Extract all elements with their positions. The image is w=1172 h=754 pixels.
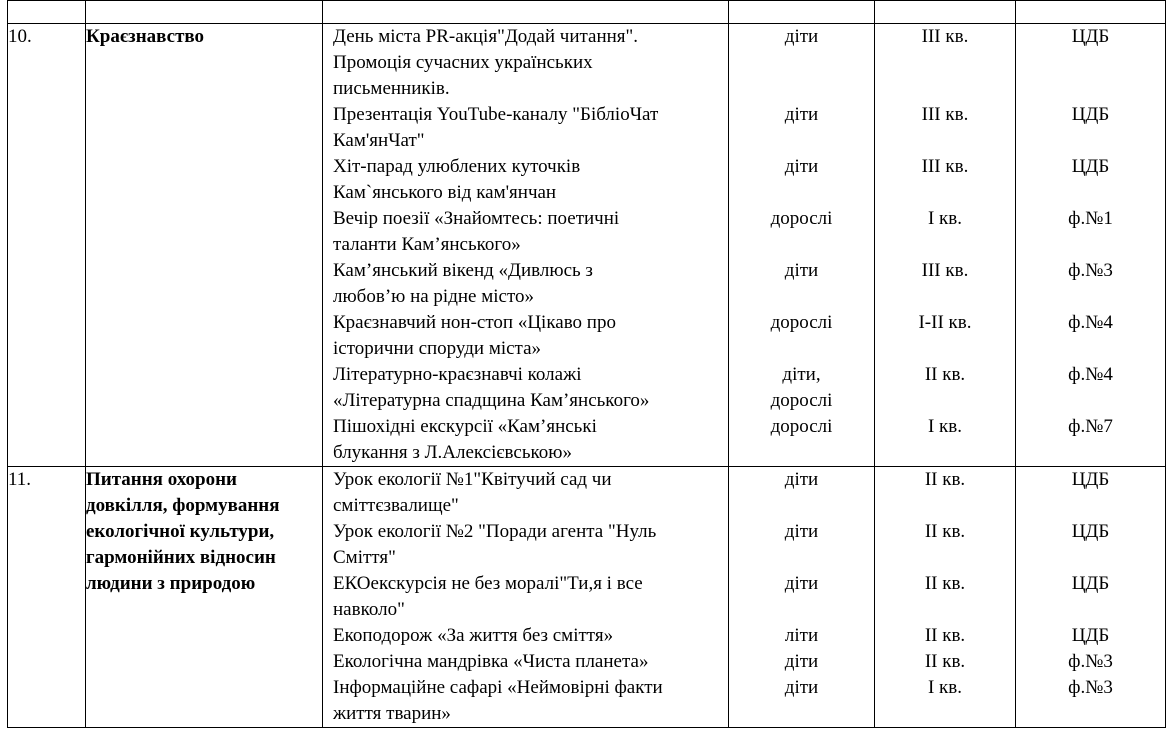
place-item — [1016, 623, 1165, 649]
term-item-line: ІІ кв. — [924, 651, 966, 672]
place-item — [1016, 102, 1165, 154]
place-item — [1016, 649, 1165, 675]
audience-list — [729, 467, 874, 727]
audience-item-line: діти, — [782, 364, 821, 385]
place-item — [1016, 675, 1165, 727]
term-item-line: І кв. — [927, 208, 963, 229]
event-item — [323, 414, 728, 466]
audience-item — [729, 414, 874, 466]
term-list — [875, 467, 1015, 727]
term-item — [875, 623, 1015, 649]
place-item-line: ЦДБ — [1071, 26, 1110, 47]
audience-item — [729, 467, 874, 519]
place-list — [1016, 467, 1165, 727]
place-item — [1016, 24, 1165, 102]
term-item-line: ІІ кв. — [924, 469, 966, 490]
place-item-line: ЦДБ — [1071, 521, 1110, 542]
event-line: ЕКОекскурсія не без моралі"Ти,я і все — [333, 573, 643, 594]
audience-item-line: діти — [784, 651, 819, 672]
event-item — [323, 258, 728, 310]
audience-item — [729, 571, 874, 623]
place-item-line: ЦДБ — [1071, 104, 1110, 125]
place-item — [1016, 206, 1165, 258]
audience-item-line: діти — [784, 104, 819, 125]
place-item-line: ф.№4 — [1068, 312, 1113, 333]
cell-theme: Питання охорони довкілля, формування екологічної культури, гармонійних відносин людини з природою — [86, 467, 323, 728]
event-list — [323, 467, 728, 727]
place-item-line: ЦДБ — [1071, 156, 1110, 177]
event-line: навколо" — [333, 599, 405, 620]
term-item — [875, 571, 1015, 623]
event-line: Екологічна мандрівка «Чиста планета» — [333, 651, 649, 672]
event-line: Урок екології №2 "Поради агента "Нуль — [333, 521, 657, 542]
event-line: Пішохідні екскурсії «Кам’янські — [333, 416, 597, 437]
term-item — [875, 675, 1015, 727]
term-item-line: І-ІІ кв. — [918, 312, 972, 333]
event-line: Сміття" — [333, 547, 396, 568]
audience-item-line: діти — [784, 156, 819, 177]
place-item — [1016, 519, 1165, 571]
term-item — [875, 519, 1015, 571]
audience-item — [729, 519, 874, 571]
cell-place — [1016, 24, 1166, 467]
event-item — [323, 519, 728, 571]
cell-audience — [729, 24, 875, 467]
term-item-line: ІІІ кв. — [921, 260, 969, 281]
event-line: Презентація YouTube-каналу "БібліоЧат — [333, 104, 659, 125]
audience-item-line: дорослі — [770, 390, 833, 411]
term-item-line: ІІ кв. — [924, 521, 966, 542]
place-list — [1016, 24, 1165, 466]
cell-term — [875, 467, 1016, 728]
event-item — [323, 623, 728, 649]
table-body — [8, 1, 1166, 728]
event-item — [323, 24, 728, 102]
audience-item — [729, 206, 874, 258]
event-line: блукання з Л.Алексієвською» — [333, 442, 572, 463]
term-item-line: ІІІ кв. — [921, 104, 969, 125]
place-item — [1016, 362, 1165, 414]
audience-item-line: дорослі — [770, 312, 833, 333]
audience-item-line: діти — [784, 573, 819, 594]
event-line: Екоподорож «За життя без сміття» — [333, 625, 614, 646]
place-item — [1016, 154, 1165, 206]
term-item — [875, 24, 1015, 102]
event-item — [323, 467, 728, 519]
audience-item-line: діти — [784, 469, 819, 490]
audience-list — [729, 24, 874, 466]
event-line: сміттєзвалище" — [333, 495, 459, 516]
audience-item-line: діти — [784, 26, 819, 47]
cell-event — [323, 467, 729, 728]
plan-table — [7, 0, 1166, 728]
event-line: Урок екології №1"Квітучий сад чи — [333, 469, 612, 490]
term-item — [875, 649, 1015, 675]
event-item — [323, 154, 728, 206]
term-item — [875, 310, 1015, 362]
term-item — [875, 362, 1015, 414]
audience-item — [729, 24, 874, 102]
event-line: любов’ю на рідне місто» — [333, 286, 535, 307]
place-item — [1016, 414, 1165, 466]
event-line: історични споруди міста» — [333, 338, 542, 359]
place-item-line: ф.№3 — [1068, 260, 1113, 281]
event-item — [323, 362, 728, 414]
place-item — [1016, 571, 1165, 623]
event-item — [323, 206, 728, 258]
place-item-line: ф.№3 — [1068, 677, 1113, 698]
cell-place — [1016, 1, 1166, 24]
place-item-line: ф.№7 — [1068, 416, 1113, 437]
event-line: Літературно-краєзнавчі колажі — [333, 364, 582, 385]
place-item-line: ф.№3 — [1068, 651, 1113, 672]
term-item — [875, 414, 1015, 466]
event-list — [323, 24, 728, 466]
event-line: Промоція сучасних українських — [333, 52, 593, 73]
place-item-line: ф.№4 — [1068, 364, 1113, 385]
audience-item — [729, 649, 874, 675]
cell-number — [8, 1, 86, 24]
audience-item-line: літи — [784, 625, 819, 646]
term-list — [875, 24, 1015, 466]
term-item — [875, 467, 1015, 519]
place-item-line: ЦДБ — [1071, 469, 1110, 490]
cell-number: 10. — [8, 24, 86, 467]
place-item — [1016, 467, 1165, 519]
term-item-line: ІІ кв. — [924, 364, 966, 385]
event-item — [323, 649, 728, 675]
event-line: Кам'янЧат" — [333, 130, 425, 151]
term-item-line: ІІ кв. — [924, 625, 966, 646]
place-item-line: ЦДБ — [1071, 625, 1110, 646]
event-item — [323, 310, 728, 362]
cell-theme — [86, 1, 323, 24]
table-row — [8, 24, 1166, 467]
place-item — [1016, 310, 1165, 362]
event-line: «Літературна спадщина Кам’янського» — [333, 390, 650, 411]
term-item-line: ІІ кв. — [924, 573, 966, 594]
event-line: Краєзнавчий нон-стоп «Цікаво про — [333, 312, 616, 333]
event-line: Кам`янського від кам'янчан — [333, 182, 557, 203]
term-item — [875, 102, 1015, 154]
cell-event — [323, 24, 729, 467]
audience-item — [729, 258, 874, 310]
cell-audience — [729, 467, 875, 728]
term-item-line: ІІІ кв. — [921, 26, 969, 47]
audience-item — [729, 675, 874, 727]
event-item — [323, 675, 728, 727]
term-item-line: ІІІ кв. — [921, 156, 969, 177]
term-item — [875, 258, 1015, 310]
place-item-line: ЦДБ — [1071, 573, 1110, 594]
term-item — [875, 206, 1015, 258]
cell-theme: Краєзнавство — [86, 24, 323, 467]
event-line: таланти Кам’янського» — [333, 234, 521, 255]
audience-item-line: діти — [784, 260, 819, 281]
audience-item-line: діти — [784, 521, 819, 542]
audience-item — [729, 310, 874, 362]
place-item-line: ф.№1 — [1068, 208, 1113, 229]
event-line: Хіт-парад улюблених куточків — [333, 156, 581, 177]
event-line: Кам’янський вікенд «Дивлюсь з — [333, 260, 593, 281]
audience-item-line: дорослі — [770, 416, 833, 437]
table-row — [8, 467, 1166, 728]
audience-item — [729, 102, 874, 154]
event-line: життя тварин» — [333, 703, 451, 724]
cell-place — [1016, 467, 1166, 728]
event-line: День міста PR-акція"Додай читання". — [333, 26, 639, 47]
event-item — [323, 571, 728, 623]
event-line: Вечір поезії «Знайомтесь: поетичні — [333, 208, 620, 229]
term-item — [875, 154, 1015, 206]
cell-term — [875, 1, 1016, 24]
place-item — [1016, 258, 1165, 310]
event-line: письменників. — [333, 78, 450, 99]
cell-audience — [729, 1, 875, 24]
event-line: Інформаційне сафарі «Неймовірні факти — [333, 677, 663, 698]
cell-number: 11. — [8, 467, 86, 728]
cell-event — [323, 1, 729, 24]
audience-item — [729, 154, 874, 206]
term-item-line: І кв. — [927, 677, 963, 698]
audience-item — [729, 623, 874, 649]
audience-item-line: діти — [784, 677, 819, 698]
table-row-continuation — [8, 1, 1166, 24]
cell-term — [875, 24, 1016, 467]
audience-item — [729, 362, 874, 414]
term-item-line: І кв. — [927, 416, 963, 437]
audience-item-line: дорослі — [770, 208, 833, 229]
event-item — [323, 102, 728, 154]
